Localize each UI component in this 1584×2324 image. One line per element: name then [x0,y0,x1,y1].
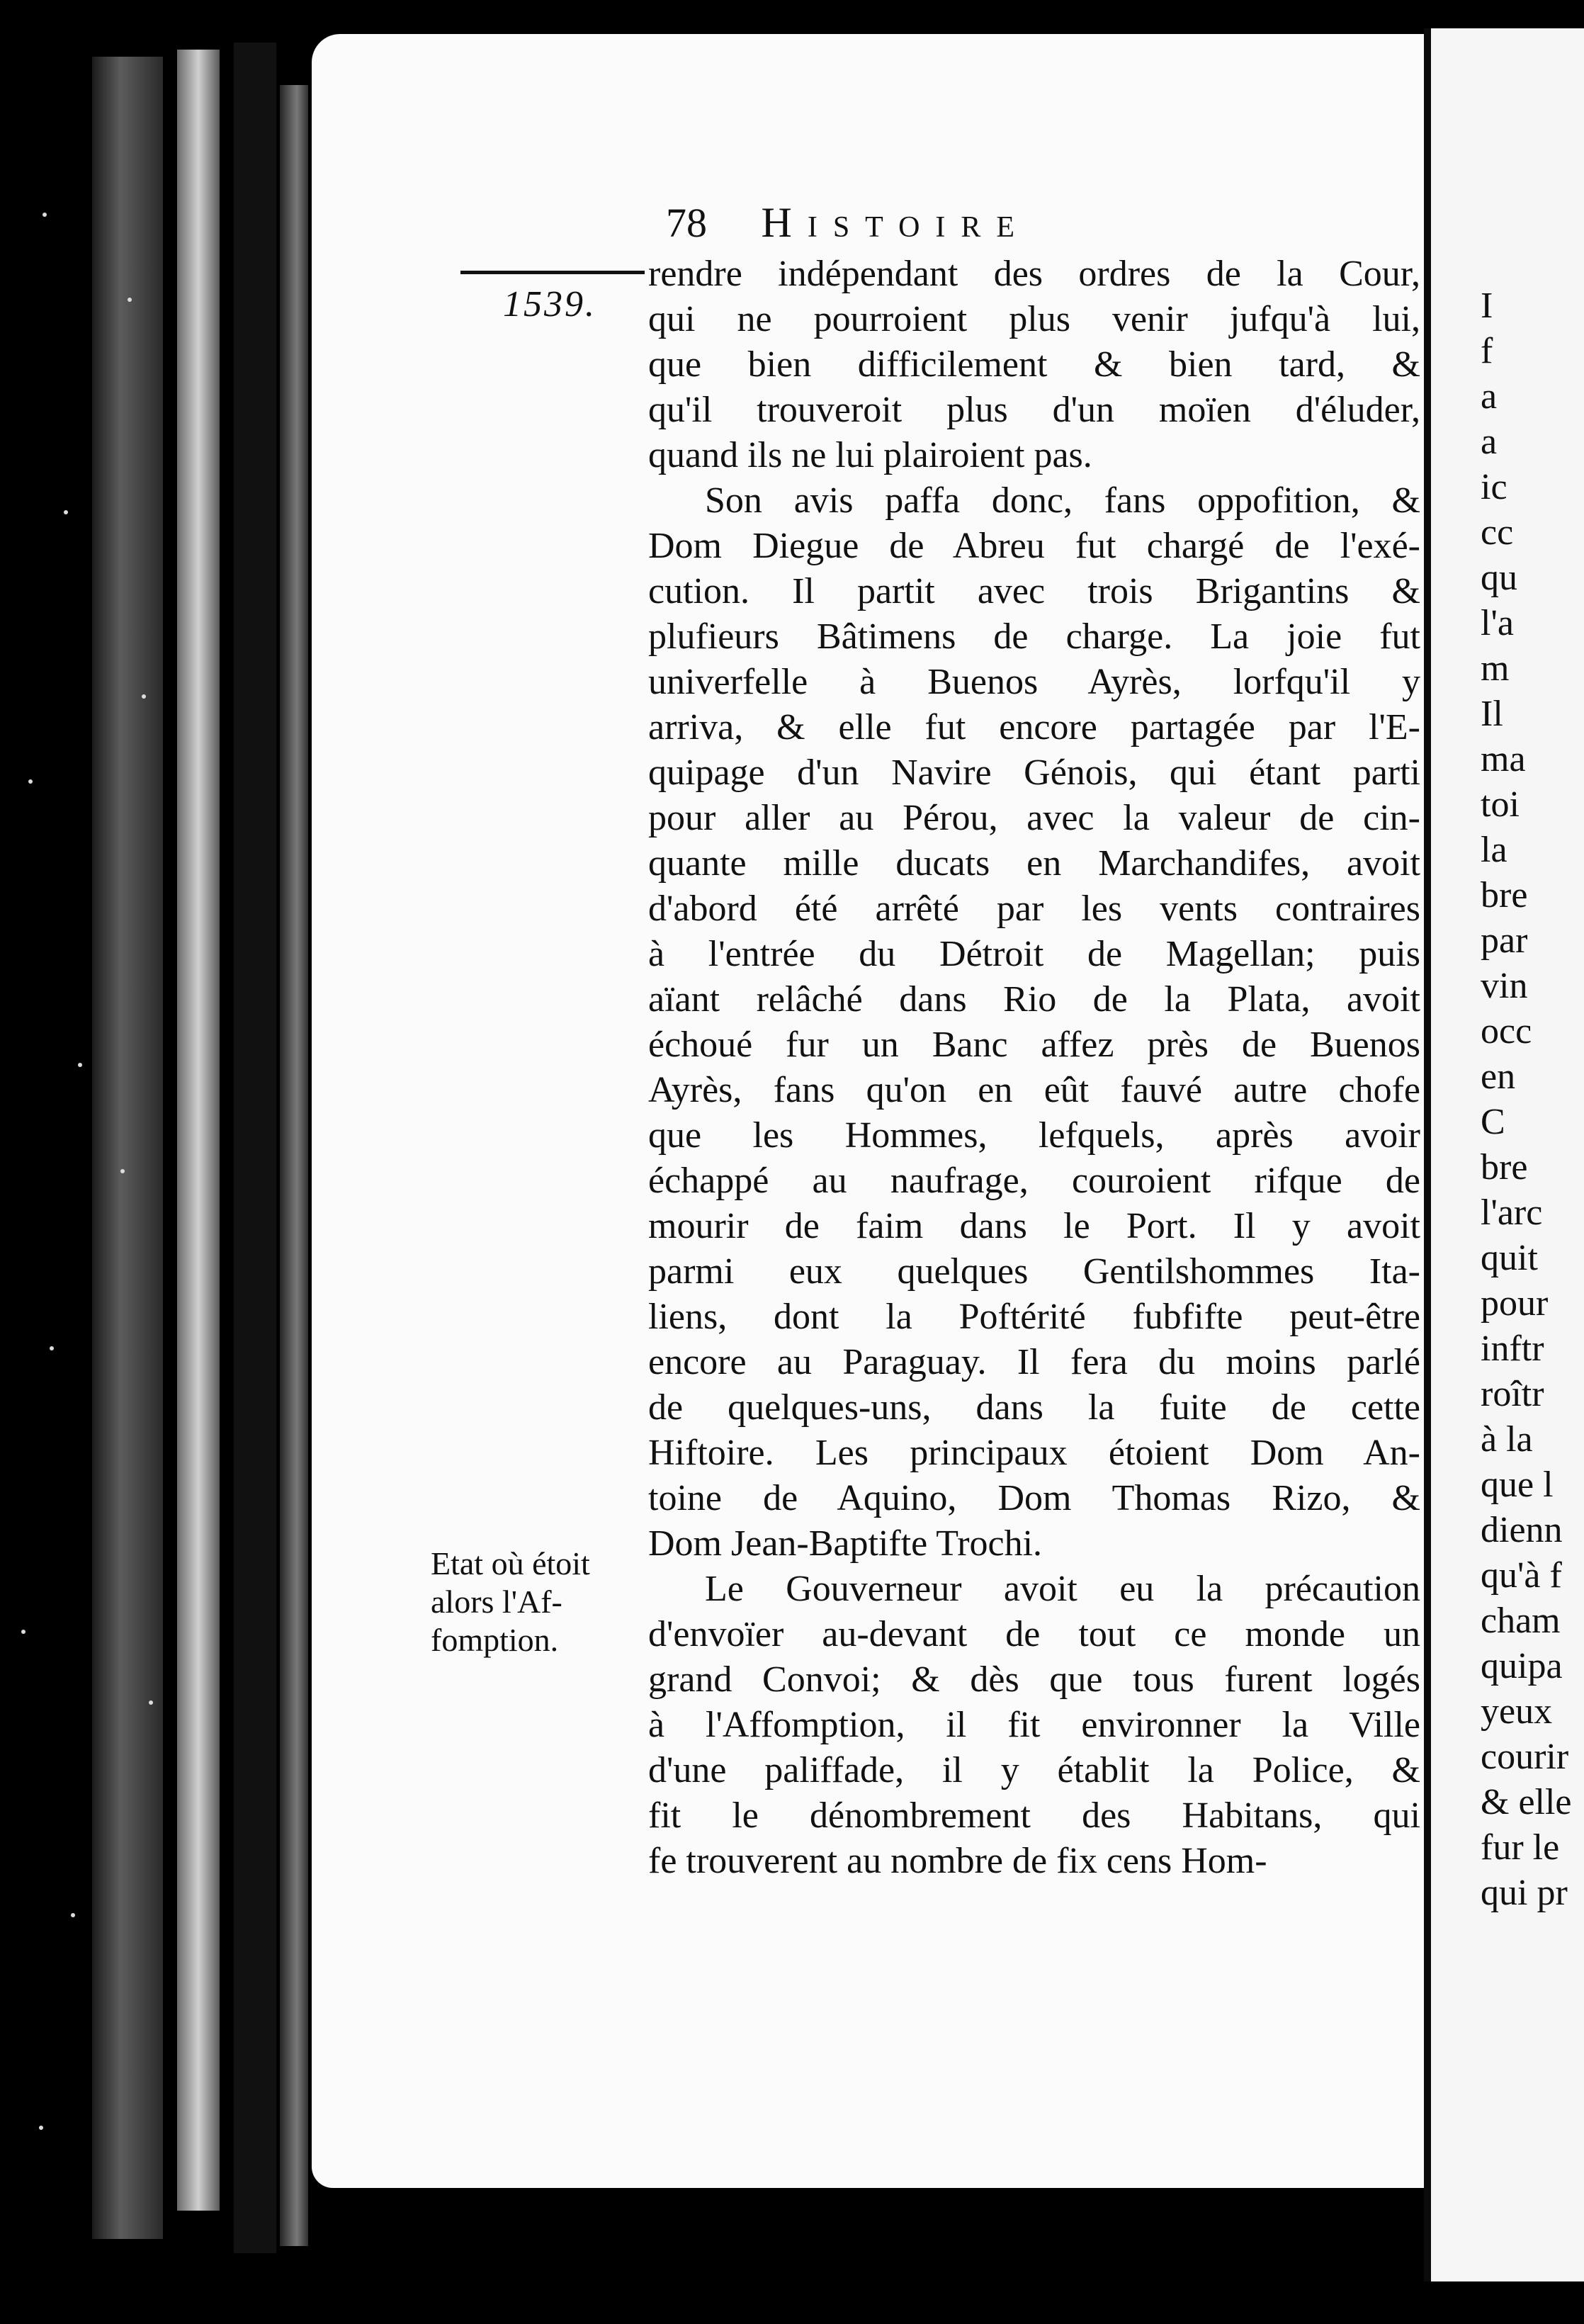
body-line: aïant relâché dans Rio de la Plata, avoit [648,979,1420,1020]
page-edge-strip [280,85,308,2246]
page-edge-strip [92,57,163,2239]
body-line: qui ne pourroient plus venir jufqu'à lui, [648,299,1420,339]
body-line: quante mille ducats en Marchandifes, avoit [648,843,1420,884]
body-text [648,252,1420,1884]
body-line: d'une paliffade, il y établit la Police, & [648,1750,1420,1790]
scan-speck [71,1913,75,1917]
facing-line: qui pr [1481,1873,1568,1913]
body-line: que les Hommes, lefquels, après avoir [648,1115,1420,1156]
facing-line: & elle [1481,1782,1572,1822]
body-line: de quelques-uns, dans la fuite de cette [648,1387,1420,1428]
body-line: parmi eux quelques Gentilshommes Ita- [648,1251,1420,1292]
scan-speck [149,1700,153,1705]
body-line: fe trouverent au nombre de fix cens Hom- [648,1841,1267,1881]
body-line: plufieurs Bâtimens de charge. La joie fut [648,616,1420,657]
body-line: rendre indépendant des ordres de la Cour, [648,254,1420,294]
facing-line: qu'à f [1481,1555,1562,1596]
body-line: échappé au naufrage, couroient rifque de [648,1161,1420,1201]
facing-page-text [1481,283,1584,1916]
body-line: que bien difficilement & bien tard, & [648,344,1420,385]
facing-line: par [1481,920,1528,961]
year-marginal-note: 1539. [503,284,596,325]
page-edge-strip [234,43,276,2253]
scan-speck [28,779,33,784]
margin-note-line: alors l'Af- [431,1584,562,1620]
facing-line: ma [1481,739,1526,779]
body-line: Le Gouverneur avoit eu la précaution [705,1569,1420,1609]
scan-speck [21,1630,26,1634]
body-line: à l'entrée du Détroit de Magellan; puis [648,934,1420,974]
body-line: univerfelle à Buenos Ayrès, lorfqu'il y [648,662,1420,702]
facing-line: cham [1481,1601,1561,1641]
scan-speck [128,298,132,302]
facing-line: qu [1481,558,1517,598]
body-line: liens, dont la Poftérité fubfifte peut-être [648,1297,1420,1337]
body-line: Dom Diegue de Abreu fut chargé de l'exé- [648,526,1420,566]
body-line: cution. Il partit avec trois Brigantins & [648,571,1420,611]
facing-line: l'a [1481,603,1514,643]
facing-line: quipa [1481,1646,1563,1686]
body-line: Dom Jean-Baptifte Trochi. [648,1523,1043,1564]
body-line: échoué fur un Banc affez près de Buenos [648,1025,1420,1065]
body-line: encore au Paraguay. Il fera du moins parlé [648,1342,1420,1382]
facing-line: quit [1481,1238,1538,1278]
facing-line: pour [1481,1283,1549,1324]
facing-line: f [1481,331,1493,371]
scan-speck [50,1346,54,1350]
running-title: Histoire [761,199,1031,246]
body-line: quand ils ne lui plairoient pas. [648,435,1092,475]
scan-speck [142,694,146,699]
facing-line: toi [1481,784,1520,825]
facing-line: à la [1481,1419,1533,1460]
facing-line: a [1481,422,1498,462]
facing-line: m [1481,648,1510,689]
facing-line: C [1481,1102,1505,1142]
year-rule [460,271,645,274]
facing-line: roîtr [1481,1374,1544,1414]
running-head [666,198,1030,247]
page-number: 78 [666,200,707,246]
facing-line: ic [1481,467,1507,507]
margin-note-line: Etat où étoit [431,1545,590,1581]
facing-line: courir [1481,1737,1569,1777]
scan-speck [39,2126,43,2130]
facing-line: occ [1481,1011,1532,1051]
scan-speck [43,213,47,217]
body-line: qu'il trouveroit plus d'un moïen d'éluder, [648,390,1420,430]
body-line: Hiftoire. Les principaux étoient Dom An- [648,1433,1420,1473]
facing-line: dienn [1481,1510,1563,1550]
facing-line: en [1481,1056,1516,1097]
body-line: quipage d'un Navire Génois, qui étant parti [648,752,1420,793]
facing-line: vin [1481,966,1528,1006]
facing-line: l'arc [1481,1192,1543,1233]
body-line: Son avis paffa donc, fans oppofition, & [705,480,1420,521]
body-line: toine de Aquino, Dom Thomas Rizo, & [648,1478,1420,1518]
margin-note [431,1545,633,1659]
facing-line: a [1481,376,1498,417]
scan-speck [78,1063,82,1067]
facing-line: inftr [1481,1329,1544,1369]
body-line: mourir de faim dans le Port. Il y avoit [648,1206,1420,1246]
body-line: à l'Affomption, il fit environner la Ville [648,1705,1420,1745]
facing-line: I [1481,286,1493,326]
facing-line: bre [1481,1147,1528,1188]
margin-note-line: fomption. [431,1622,559,1658]
body-line: pour aller au Pérou, avec la valeur de cin- [648,798,1420,838]
facing-line: fur le [1481,1827,1560,1868]
facing-line: bre [1481,875,1528,915]
body-line: d'abord été arrêté par les vents contraires [648,889,1420,929]
facing-line: yeux [1481,1691,1553,1732]
body-line: fit le dénombrement des Habitans, qui [648,1795,1420,1836]
scan-speck [64,510,68,514]
facing-line: que l [1481,1465,1554,1505]
body-line: grand Convoi; & dès que tous furent logés [648,1659,1420,1700]
body-line: Ayrès, fans qu'on en eût fauvé autre chofe [648,1070,1420,1110]
body-line: d'envoïer au-devant de tout ce monde un [648,1614,1420,1654]
page-edge-strip [177,50,220,2211]
body-line: arriva, & elle fut encore partagée par l'E- [648,707,1420,748]
scan-speck [120,1169,125,1173]
right-facing-page [1424,28,1584,2281]
facing-line: la [1481,830,1507,870]
facing-line: Il [1481,694,1503,734]
facing-line: cc [1481,512,1514,553]
